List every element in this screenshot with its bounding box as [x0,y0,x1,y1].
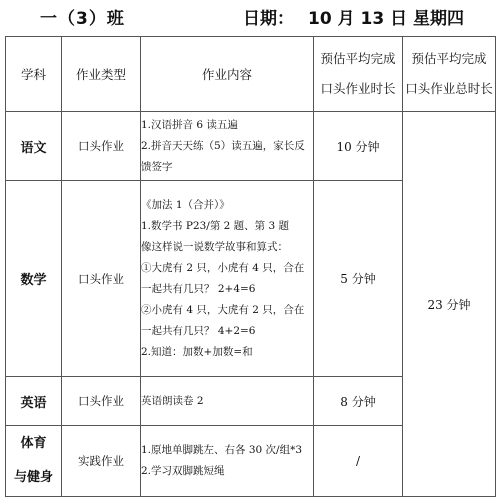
date-label: 日期： [243,9,294,29]
content-line: 馈签字 [141,160,173,173]
time-cell: 5 分钟 [314,181,403,377]
subject-line: 体育 [20,436,47,451]
column-header-avg-time-line1: 预估平均完成 [320,51,396,66]
content-line: 2.学习双脚跳短绳 [141,465,225,477]
time-cell: 8 分钟 [314,377,403,426]
homework-table [5,36,496,497]
content-line: 1.汉语拼音 6 读五遍 [141,118,238,131]
subject-cell: 语文 [6,112,62,181]
weekday: 星期四 [413,9,464,29]
column-header-avg-time [314,37,403,112]
subject-cell: 数学 [6,181,62,377]
page-header [0,0,500,34]
column-header-total-time-line2: 口头作业总时长 [405,81,493,96]
content-line: 2.拼音天天练（5）读五遍，家长反 [141,139,305,152]
column-header-subject: 学科 [6,37,62,112]
table-row-chinese [6,112,496,181]
time-cell: / [314,426,403,497]
content-line: 像这样说一说数学故事和算式： [141,240,288,253]
type-cell: 口头作业 [62,112,141,181]
table-header-row [6,37,496,112]
content-cell [141,112,314,181]
column-header-avg-time-line2: 口头作业时长 [320,81,396,96]
content-cell [141,426,314,497]
subject-cell: 英语 [6,377,62,426]
content-line: 一起共有几只？ 4+2=6 [141,324,256,337]
content-cell [141,181,314,377]
content-cell [141,377,314,426]
type-cell: 口头作业 [62,181,141,377]
type-cell: 实践作业 [62,426,141,497]
subject-line: 与健身 [13,470,53,485]
column-header-content: 作业内容 [141,37,314,112]
content-line: 《加法 1（合并）》 [141,198,230,211]
content-line: ①大虎有 2 只，小虎有 4 只，合在 [141,261,305,274]
content-line: 1.数学书 P23/第 2 题、第 3 题 [141,219,290,232]
content-line: 1.原地单脚跳左、右各 30 次/组*3 [141,444,303,456]
column-header-total-time [403,37,496,112]
subject-cell [6,426,62,497]
time-cell: 10 分钟 [314,112,403,181]
content-line: 一起共有几只？ 2+4=6 [141,282,256,295]
column-header-total-time-line1: 预估平均完成 [411,51,487,66]
content-line: 2.知道：加数+加数=和 [141,345,253,358]
content-line: 英语朗读卷 2 [141,394,204,407]
column-header-type: 作业类型 [62,37,141,112]
type-cell: 口头作业 [62,377,141,426]
date-value: 10 月 13 日 [308,9,408,29]
total-time-cell: 23 分钟 [403,112,496,497]
class-name: 一（3）班 [40,9,125,29]
content-line: ②小虎有 4 只，大虎有 2 只，合在 [141,303,305,316]
